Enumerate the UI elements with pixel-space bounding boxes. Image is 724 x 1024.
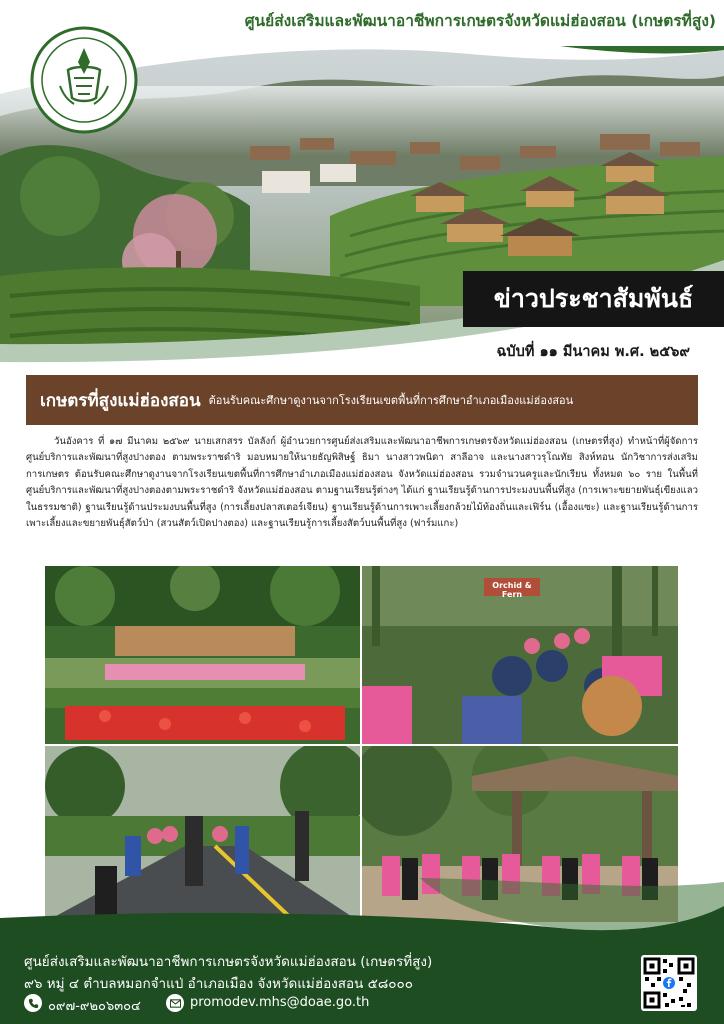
qr-code-icon[interactable] bbox=[641, 955, 697, 1011]
photo-orchid-fern-visit bbox=[362, 566, 678, 744]
footer-phone[interactable]: ๐๙๗-๙๒๐๖๓๐๔ bbox=[48, 999, 141, 1014]
footer-address: ๙๖ หมู่ ๔ ตำบลหมอกจำแป่ อำเภอเมือง จังหวัดแม่ฮ่องสอน ๕๘๐๐๐ bbox=[24, 976, 413, 992]
department-logo bbox=[30, 26, 138, 134]
article-body: วันอังคาร ที่ ๑๗ มีนาคม ๒๕๖๙ นายเสกสรร บัลลังก์ ผู้อำนวยการศูนย์ส่งเสริมและพัฒนาอาชีพการเกษตรจังหวัดแม่ฮ่องสอน (เกษตรที่สูง) ทำหน้าที่ผู้จัดการศูนย์บริการและพัฒนาที่สูงปางตอง ตามพระราชดำริ มอบหมายให้นายธัญพิสิษฐ์ ธิมา นางสาวพนิดา สาลีอาจ และนางสาวรุโณทัย สิงห์ทอน นักวิชาการส่งเสริมการเกษตร ต้อนรับคณะศึกษาดูงานจากโรงเรียนเขตพื้นที่การศึกษาอำเภอเมืองแม่ฮ่องสอน จังหวัดแม่ฮ่องสอน รวมจำนวนครูและนักเรียน ทั้งหมด ๖๐ ราย ในพื้นที่ศูนย์บริการและพัฒนาที่สูงปางตองตามพระราชดำริ จังหวัดแม่ฮ่องสอน ตามฐานเรียนรู้ต่างๆ ได้แก่ ฐานเรียนรู้ด้านการประมงบนพื้นที่สูง (การเพาะขยายพันธุ์เขียงแลวในธรรมชาติ) ฐานเรียนรู้ด้านประมงบนพื้นที่สูง (การเลี้ยงปลาสเตอร์เจียน) ฐานเรียนรู้ด้านการเพาะเลี้ยงกล้วยไม้ท้องถิ่นและเฟิร์น (เอื้องแซะ) และฐานเรียนรู้ด้านการเพาะเลี้ยงและขยายพันธุ์สัตว์ป่า (สวนสัตว์เปิดปางตอง) และฐานเรียนรู้การเลี้ยงสัตว์บนพื้นที่สูง (ฟาร์มแกะ) bbox=[26, 436, 698, 530]
photo-group-garden bbox=[45, 566, 360, 744]
page-header-title: ศูนย์ส่งเสริมและพัฒนาอาชีพการเกษตรจังหวัดแม่ฮ่องสอน (เกษตรที่สูง) bbox=[244, 12, 716, 30]
headline-banner bbox=[26, 375, 698, 425]
press-release-label: ข่าวประชาสัมพันธ์ bbox=[463, 271, 724, 327]
orchid-fern-sign: Orchid & Fern bbox=[492, 581, 532, 599]
email-icon bbox=[166, 994, 184, 1012]
headline-main: เกษตรที่สูงแม่ฮ่องสอน bbox=[40, 390, 201, 411]
phone-icon bbox=[24, 994, 42, 1012]
headline-sub: ต้อนรับคณะศึกษาดูงานจากโรงเรียนเขตพื้นที่การศึกษาอำเภอเมืองแม่ฮ่องสอน bbox=[208, 394, 574, 407]
footer-email[interactable]: promodev.mhs@doae.go.th bbox=[190, 995, 370, 1010]
footer-org-name: ศูนย์ส่งเสริมและพัฒนาอาชีพการเกษตรจังหวัดแม่ฮ่องสอน (เกษตรที่สูง) bbox=[24, 954, 433, 970]
issue-date: ฉบับที่ ๑๑ มีนาคม พ.ศ. ๒๕๖๙ bbox=[496, 344, 690, 360]
